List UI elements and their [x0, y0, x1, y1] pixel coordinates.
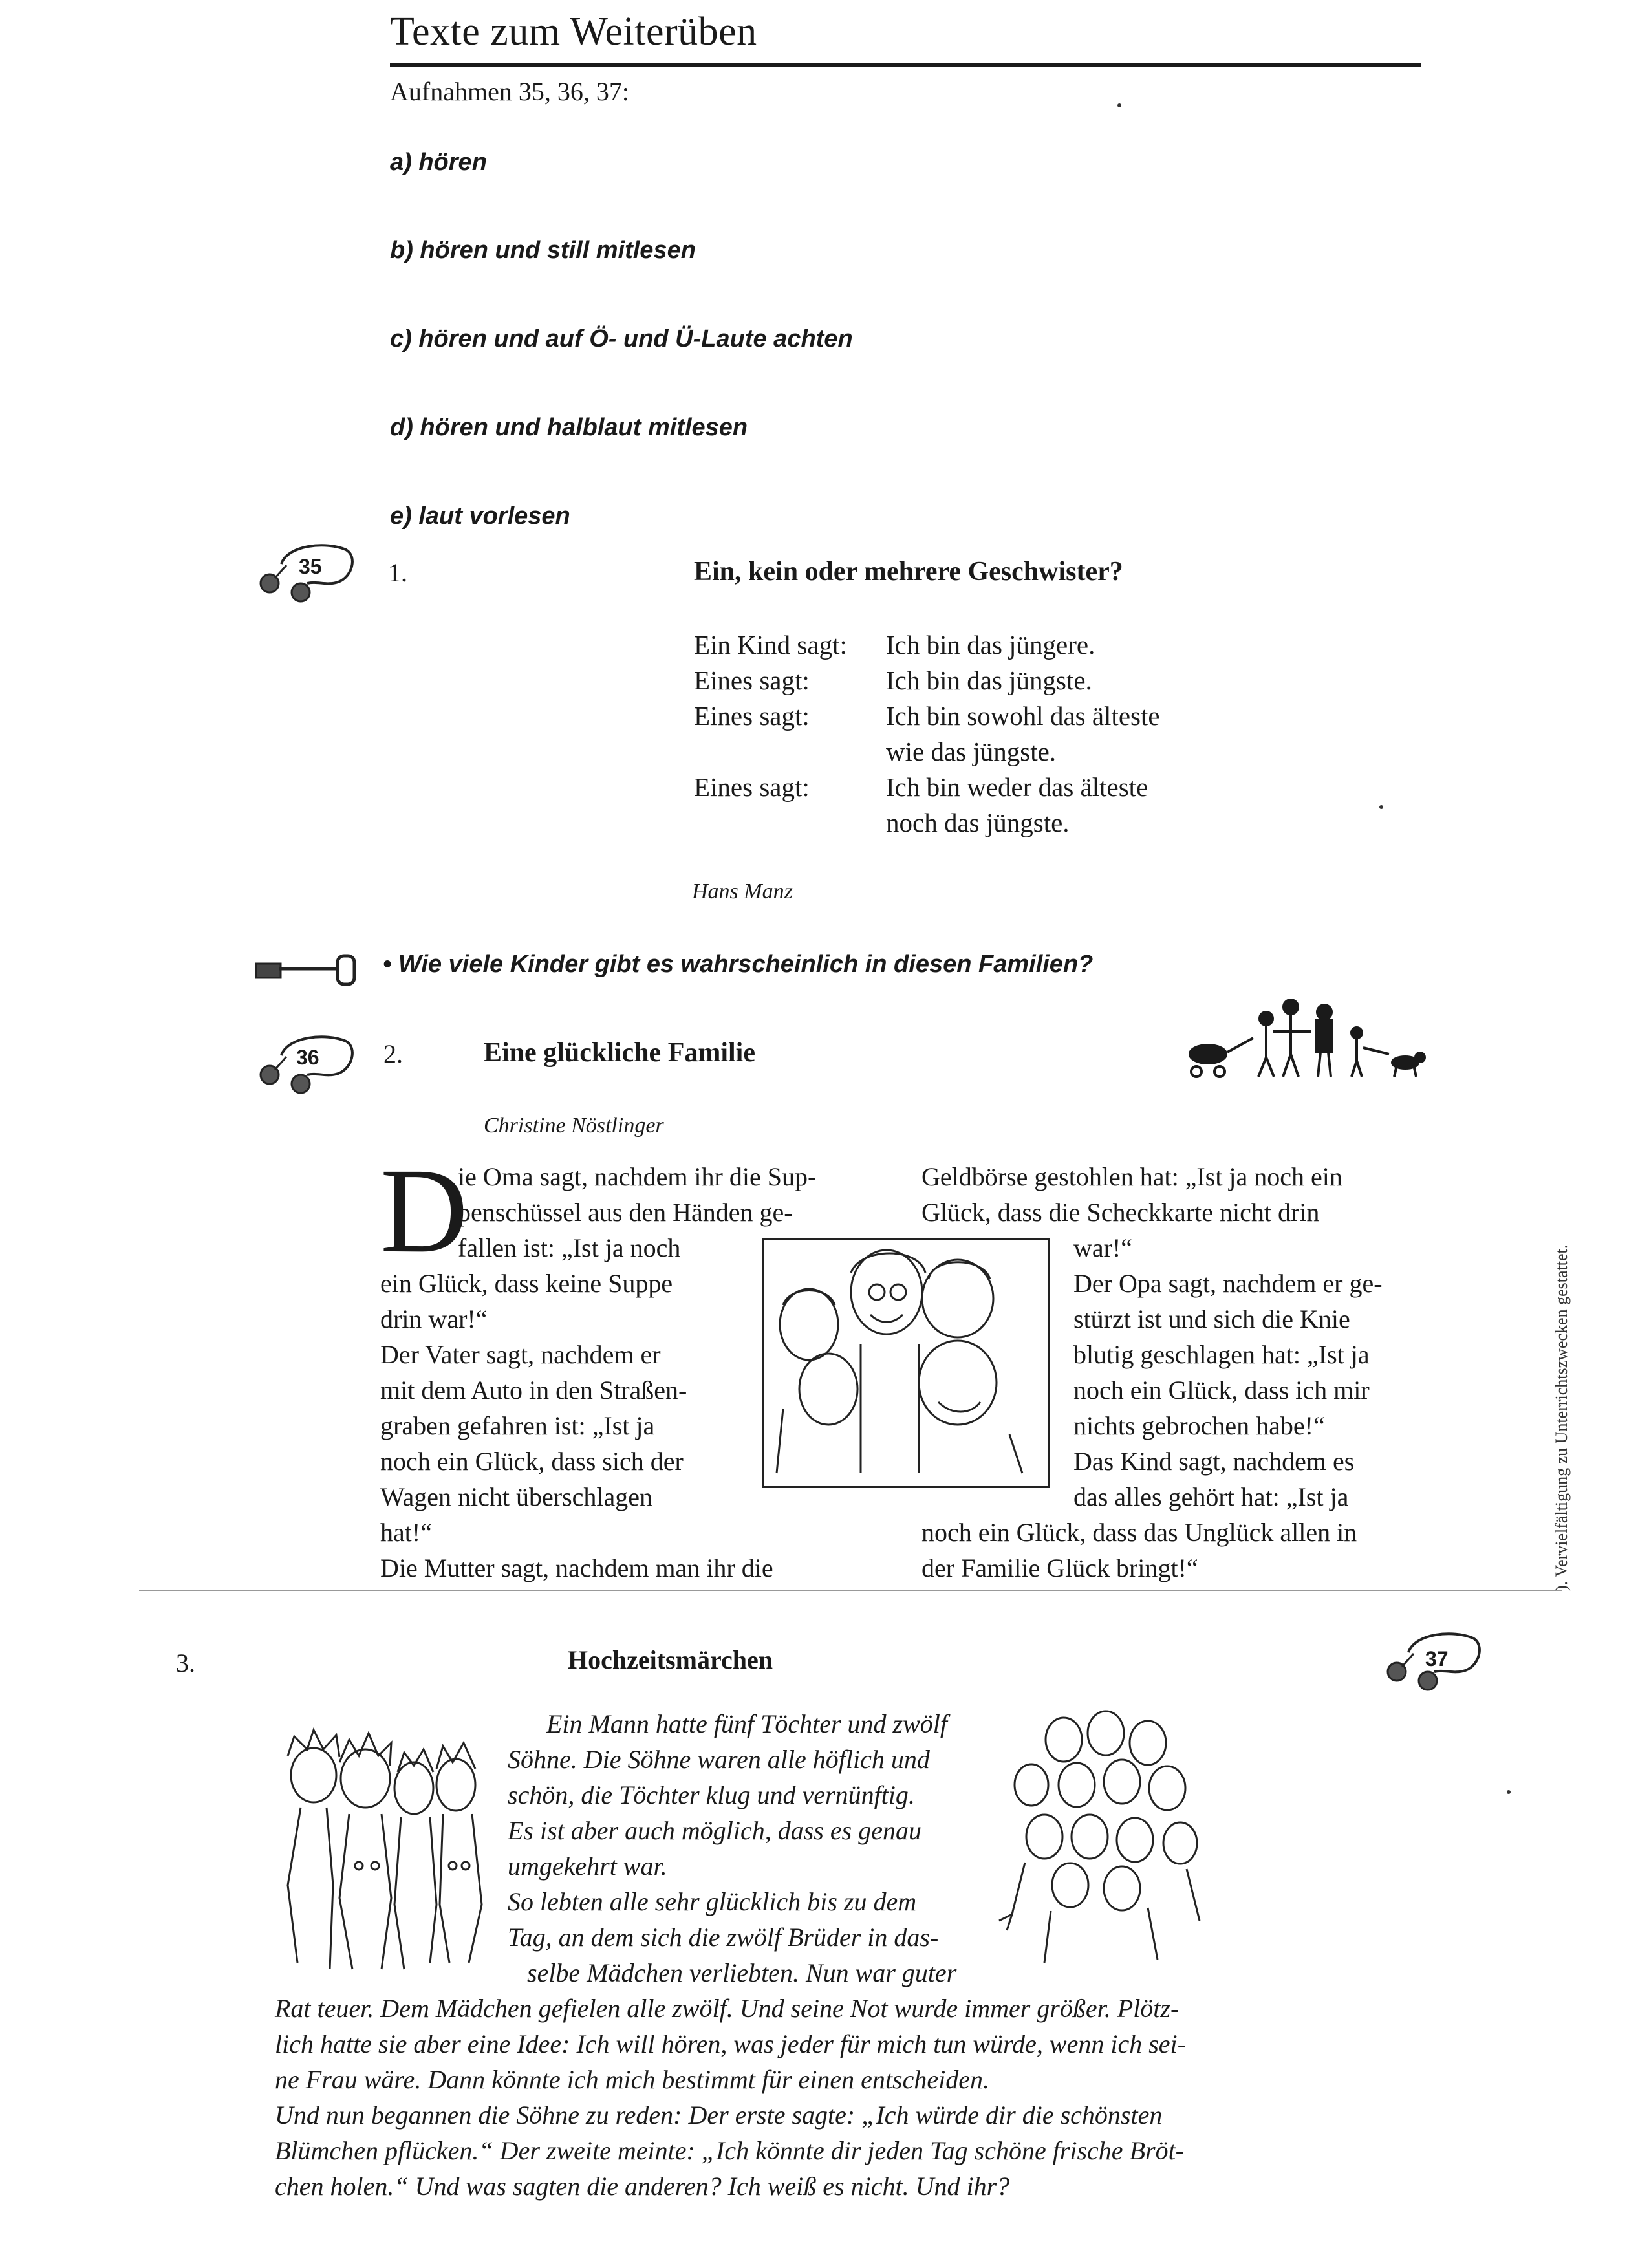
story-line: fallen ist: „Ist ja noch: [458, 1233, 681, 1262]
family-portrait-drawing: [762, 1238, 1050, 1488]
drop-cap: D: [380, 1143, 468, 1278]
daughters-drawing: [275, 1717, 501, 1976]
section-title: Ein, kein oder mehrere Geschwister?: [694, 557, 1123, 587]
instruction-a: a) hören: [390, 149, 487, 176]
fairytale-line: Tag, an dem sich die zwölf Brüder in das-: [508, 1923, 939, 1952]
poem-line: wie das jüngste.: [886, 737, 1057, 766]
section-divider: [139, 1590, 1562, 1591]
section-title: Hochzeitsmärchen: [568, 1645, 773, 1674]
fairytale-line: ne Frau wäre. Dann könnte ich mich bestimmt für einen entscheiden.: [275, 2065, 989, 2094]
fairytale-line: So lebten alle sehr glücklich bis zu dem: [508, 1887, 917, 1916]
section-number: 1.: [388, 558, 407, 587]
section-number: 3.: [176, 1648, 195, 1678]
speck: [1117, 103, 1121, 107]
story-line: ein Glück, dass keine Suppe: [380, 1269, 673, 1298]
story-line: Der Vater sagt, nachdem er: [380, 1340, 661, 1369]
instruction-e: e) laut vorlesen: [390, 502, 570, 530]
fairytale-line: Blümchen pflücken.“ Der zweite meinte: „Ich könnte dir jeden Tag schöne frische Bröt-: [275, 2136, 1184, 2165]
poem-speaker: Eines sagt:: [694, 665, 810, 695]
title-rule: [390, 63, 1421, 67]
section-title: Eine glückliche Familie: [484, 1038, 755, 1068]
sons-drawing: [993, 1707, 1212, 1966]
poem-line: noch das jüngste.: [886, 808, 1070, 837]
poem-line: Ich bin sowohl das älteste: [886, 701, 1160, 731]
fairytale-line: Es ist aber auch möglich, dass es genau: [508, 1816, 921, 1845]
story-line: Das Kind sagt, nachdem es: [1073, 1447, 1355, 1476]
story-line: Der Opa sagt, nachdem er ge-: [1073, 1269, 1383, 1298]
badge-number: 36: [296, 1046, 319, 1069]
poem-line: Ich bin das jüngste.: [886, 665, 1092, 695]
story-line: drin war!“: [380, 1304, 488, 1334]
story-line: stürzt ist und sich die Knie: [1073, 1304, 1350, 1334]
fairytale-line: Ein Mann hatte fünf Töchter und zwölf: [546, 1709, 947, 1738]
poem-speaker: Eines sagt:: [694, 772, 810, 802]
fairytale-line: Rat teuer. Dem Mädchen gefielen alle zwölf. Und seine Not wurde immer größer. Plötz-: [275, 1994, 1180, 2023]
fairytale-line: Und nun begannen die Söhne zu reden: Der erste sagte: „Ich würde dir die schönsten: [275, 2101, 1163, 2130]
speck: [1379, 805, 1383, 809]
story-line: ie Oma sagt, nachdem ihr die Sup-: [458, 1162, 817, 1191]
instruction-d: d) hören und halblaut mitlesen: [390, 414, 748, 441]
fairytale-line: chen holen.“ Und was sagten die anderen? Ich weiß es nicht. Und ihr?: [275, 2172, 1010, 2201]
story-line: noch ein Glück, dass sich der: [380, 1447, 684, 1476]
poem-line: Ich bin weder das älteste: [886, 772, 1148, 802]
fairytale-line: Söhne. Die Söhne waren alle höflich und: [508, 1745, 930, 1774]
story-line: Die Mutter sagt, nachdem man ihr die: [380, 1553, 773, 1582]
fairytale-line: lich hatte sie aber eine Idee: Ich will hören, was jeder für mich tun würde, wenn ich sei-: [275, 2029, 1186, 2058]
page-title: Texte zum Weiterüben: [390, 10, 757, 54]
story-line: Wagen nicht überschlagen: [380, 1482, 653, 1511]
story-line: penschüssel aus den Händen ge-: [458, 1198, 793, 1227]
story-line: der Familie Glück bringt!“: [921, 1553, 1198, 1582]
story-line: Geldbörse gestohlen hat: „Ist ja noch ein: [921, 1162, 1342, 1191]
fairytale-line: umgekehrt war.: [508, 1852, 667, 1881]
poem-speaker: Ein Kind sagt:: [694, 630, 847, 660]
story-line: Glück, dass die Scheckkarte nicht drin: [921, 1198, 1320, 1227]
instruction-b: b) hören und still mitlesen: [390, 237, 696, 264]
page-subtitle: Aufnahmen 35, 36, 37:: [390, 77, 629, 106]
story-line: das alles gehört hat: „Ist ja: [1073, 1482, 1349, 1511]
family-walk-icon: [1182, 993, 1429, 1083]
story-line: noch ein Glück, dass das Unglück allen in: [921, 1518, 1357, 1547]
speck: [1507, 1790, 1511, 1794]
key-icon: [253, 949, 363, 988]
fairytale-line: schön, die Töchter klug und vernünftig.: [508, 1780, 915, 1809]
badge-number: 35: [299, 555, 322, 578]
story-line: blutig geschlagen hat: „Ist ja: [1073, 1340, 1370, 1369]
story-line: mit dem Auto in den Straßen-: [380, 1376, 687, 1405]
story-line: nichts gebrochen habe!“: [1073, 1411, 1325, 1440]
story-line: graben gefahren ist: „Ist ja: [380, 1411, 655, 1440]
story-author: Christine Nöstlinger: [484, 1114, 664, 1138]
poem-author: Hans Manz: [692, 880, 793, 903]
instruction-c: c) hören und auf Ö- und Ü-Laute achten: [390, 325, 853, 352]
fairytale-line: selbe Mädchen verliebten. Nun war guter: [527, 1958, 957, 1987]
poem-line: Ich bin das jüngere.: [886, 630, 1095, 660]
section-number: 2.: [383, 1039, 403, 1068]
margin-copyright-note: ). Vervielfältigung zu Unterrichtszwecken gestattet.: [1552, 1244, 1571, 1591]
question-bullet: • Wie viele Kinder gibt es wahrscheinlich in diesen Familien?: [383, 951, 1094, 978]
story-line: noch ein Glück, dass ich mir: [1073, 1376, 1370, 1405]
badge-number: 37: [1425, 1647, 1449, 1670]
story-line: hat!“: [380, 1518, 432, 1547]
story-line: war!“: [1073, 1233, 1133, 1262]
poem-speaker: Eines sagt:: [694, 701, 810, 731]
